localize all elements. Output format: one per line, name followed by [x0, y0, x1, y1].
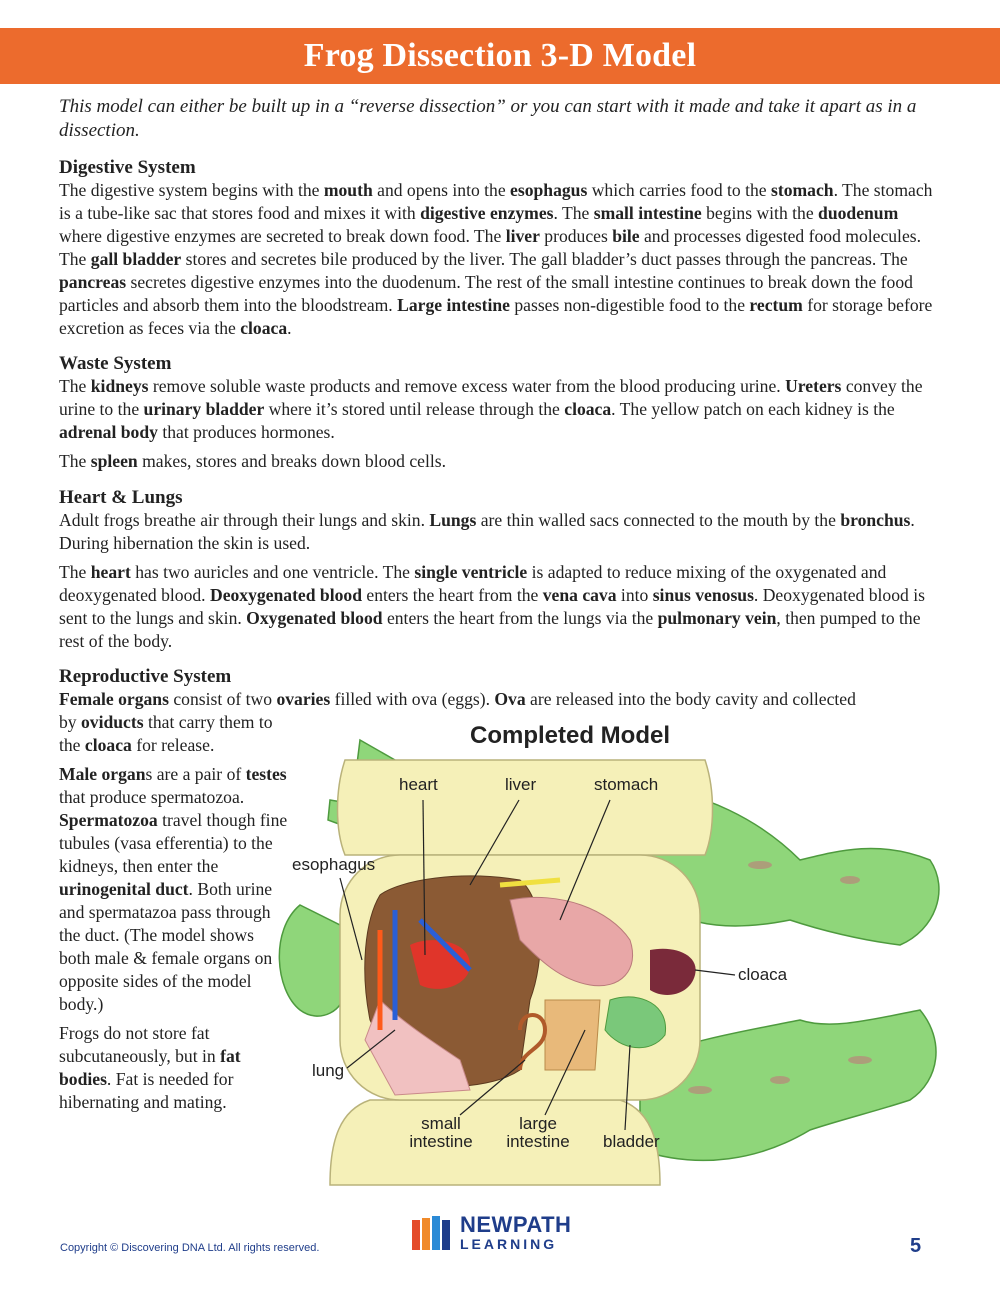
section-paragraph — [59, 688, 939, 711]
text-run: . Deoxygenated blood is sent to the lungs and skin. — [59, 585, 925, 628]
text-run: remove soluble waste products and remove excess water from the blood producing urine. — [148, 376, 786, 396]
bold-term: stomach — [771, 180, 834, 200]
bold-term: Oxygenated blood — [246, 608, 383, 628]
newpath-logo — [410, 1212, 600, 1256]
bold-term: heart — [90, 562, 131, 582]
text-run: that produce spermatozoa. — [59, 787, 245, 807]
bold-term: kidneys — [90, 376, 149, 396]
bold-term: Male organ — [59, 764, 146, 784]
text-run: Frogs do not store fat subcutaneously, but in — [59, 1023, 221, 1066]
text-run: begins with the — [701, 203, 819, 223]
bold-term: digestive enzymes — [420, 203, 554, 223]
bold-term: duodenum — [818, 203, 899, 223]
logo-wordmark-learning: LEARNING — [460, 1236, 558, 1252]
book-icon — [410, 1214, 456, 1254]
label-line: small — [421, 1114, 461, 1133]
bold-term: adrenal body — [59, 422, 158, 442]
text-run: The digestive system begins with the — [59, 180, 324, 200]
bold-term: Large intestine — [397, 295, 510, 315]
bold-term: cloaca — [564, 399, 612, 419]
bold-term: fat bodies — [59, 1046, 241, 1089]
bold-term: bile — [612, 226, 640, 246]
bold-term: mouth — [323, 180, 373, 200]
section-heading: Heart & Lungs — [59, 487, 183, 508]
bold-term: Deoxygenated blood — [209, 585, 362, 605]
label-line: intestine — [409, 1132, 473, 1151]
label-bladder: bladder — [603, 1132, 660, 1151]
text-run: enters the heart from the — [361, 585, 543, 605]
bold-term: Female organs — [59, 689, 169, 709]
text-run: produces — [539, 226, 613, 246]
page-title: Frog Dissection 3-D Model — [303, 37, 697, 74]
section-paragraph — [59, 763, 289, 1016]
text-run: into — [616, 585, 653, 605]
section-paragraph — [59, 375, 939, 444]
bold-term: gall bladder — [90, 249, 182, 269]
text-run: travel though fine tubules (vasa efferentia) to the kidneys, then enter the — [59, 810, 288, 876]
text-run: is adapted to reduce mixing of the oxygenated and deoxygenated blood. — [59, 562, 887, 605]
text-run: . — [287, 318, 292, 338]
label-cloaca: cloaca — [738, 965, 788, 984]
bold-term: urinogenital duct — [59, 879, 189, 899]
text-run: convey the urine to the — [59, 376, 923, 419]
bold-term: rectum — [749, 295, 803, 315]
logo-wordmark-new: NEWPATH — [460, 1212, 572, 1237]
bold-term: vena cava — [542, 585, 617, 605]
section-heading: Waste System — [59, 353, 172, 374]
section-paragraph — [59, 450, 939, 473]
text-run: , then pumped to the rest of the body. — [59, 608, 921, 651]
text-run: which carries food to the — [587, 180, 771, 200]
text-run: . The — [553, 203, 594, 223]
section-digestive — [59, 156, 939, 340]
text-run: enters the heart from the lungs via the — [382, 608, 658, 628]
text-run: . The stomach is a tube-like sac that stores food and mixes it with — [59, 180, 933, 223]
text-run: where digestive enzymes are secreted to break down food. The — [59, 226, 506, 246]
label-liver: liver — [505, 775, 537, 794]
bold-term: pancreas — [59, 272, 127, 292]
section-reproductive — [59, 665, 939, 711]
bold-term: sinus venosus — [652, 585, 754, 605]
bold-term: oviducts — [81, 712, 144, 732]
section-heading: Reproductive System — [59, 666, 232, 687]
bold-term: urinary bladder — [143, 399, 265, 419]
intro-text: This model can either be built up in a “reverse dissection” or you can start with it made and take it apart as in a dissection. — [59, 96, 917, 141]
text-run: has two auricles and one ventricle. The — [130, 562, 415, 582]
bold-term: bronchus — [840, 510, 911, 530]
label-stomach: stomach — [594, 775, 659, 794]
bold-term: small intestine — [593, 203, 702, 223]
text-run: Adult frogs breathe air through their lungs and skin. — [59, 510, 430, 530]
section-heading: Digestive System — [59, 157, 196, 178]
bold-term: cloaca — [240, 318, 288, 338]
text-run: and opens into the — [372, 180, 511, 200]
text-run: and processes digested food molecules. The — [59, 226, 922, 269]
text-run: for release. — [131, 735, 215, 755]
reproductive-column — [59, 711, 289, 1114]
text-run: The — [59, 562, 91, 582]
bold-term: Ureters — [785, 376, 842, 396]
bold-term: liver — [505, 226, 540, 246]
section-paragraph — [59, 561, 939, 653]
text-run: The — [59, 451, 91, 471]
copyright-text: Copyright © Discovering DNA Ltd. All rights reserved. — [60, 1242, 320, 1254]
text-run: stores and secretes bile produced by the liver. The gall bladder’s duct passes through the pancreas. The — [181, 249, 908, 269]
text-run: consist of two — [168, 689, 277, 709]
section-heart-lungs — [59, 486, 939, 653]
label-lung: lung — [312, 1061, 345, 1080]
label-large-intestine — [505, 1115, 571, 1151]
text-run: . During hibernation the skin is used. — [59, 510, 915, 553]
section-paragraph — [59, 1022, 289, 1114]
text-run: are released into the body cavity and collected — [525, 689, 856, 709]
bold-term: Ova — [494, 689, 526, 709]
title-banner — [0, 28, 1000, 84]
text-run: s are a pair of — [145, 764, 246, 784]
text-run: are thin walled sacs connected to the mouth by the — [476, 510, 841, 530]
bold-term: single ventricle — [414, 562, 528, 582]
text-run: where it’s stored until release through the — [264, 399, 565, 419]
bold-term: cloaca — [84, 735, 132, 755]
bold-term: spleen — [90, 451, 138, 471]
label-esophagus: esophagus — [292, 855, 376, 874]
text-run: The — [59, 376, 91, 396]
text-run: for storage before excretion as feces via the — [59, 295, 933, 338]
section-paragraph — [59, 509, 939, 555]
text-run: secretes digestive enzymes into the duodenum. The rest of the small intestine continues to break down the food particles and absorb them into the bloodstream. — [59, 272, 913, 315]
label-line: large — [519, 1114, 557, 1133]
section-paragraph — [59, 179, 939, 340]
bold-term: pulmonary vein — [657, 608, 777, 628]
label-line: intestine — [506, 1132, 570, 1151]
label-heart: heart — [399, 775, 438, 794]
section-waste — [59, 352, 939, 473]
text-run: . Fat is needed for hibernating and mating. — [59, 1069, 234, 1112]
text-run: by — [59, 712, 81, 732]
label-small-intestine — [408, 1115, 474, 1151]
text-run: that produces hormones. — [157, 422, 335, 442]
bold-term: Lungs — [429, 510, 477, 530]
text-run: passes non-digestible food to the — [509, 295, 750, 315]
figure-title: Completed Model — [470, 722, 671, 749]
bold-term: ovaries — [276, 689, 331, 709]
page-number: 5 — [910, 1235, 922, 1257]
text-run: filled with ova (eggs). — [330, 689, 495, 709]
text-run: . Both urine and spermatazoa pass through the duct. (The model shows both male & female organs on opposite sides of the model body.) — [59, 879, 273, 1014]
bold-term: Spermatozoa — [59, 810, 158, 830]
text-run: . The yellow patch on each kidney is the — [611, 399, 895, 419]
bold-term: esophagus — [510, 180, 588, 200]
text-run: that carry them to the — [59, 712, 273, 755]
bold-term: testes — [245, 764, 287, 784]
text-run: makes, stores and breaks down blood cells. — [137, 451, 447, 471]
section-paragraph — [59, 711, 289, 757]
